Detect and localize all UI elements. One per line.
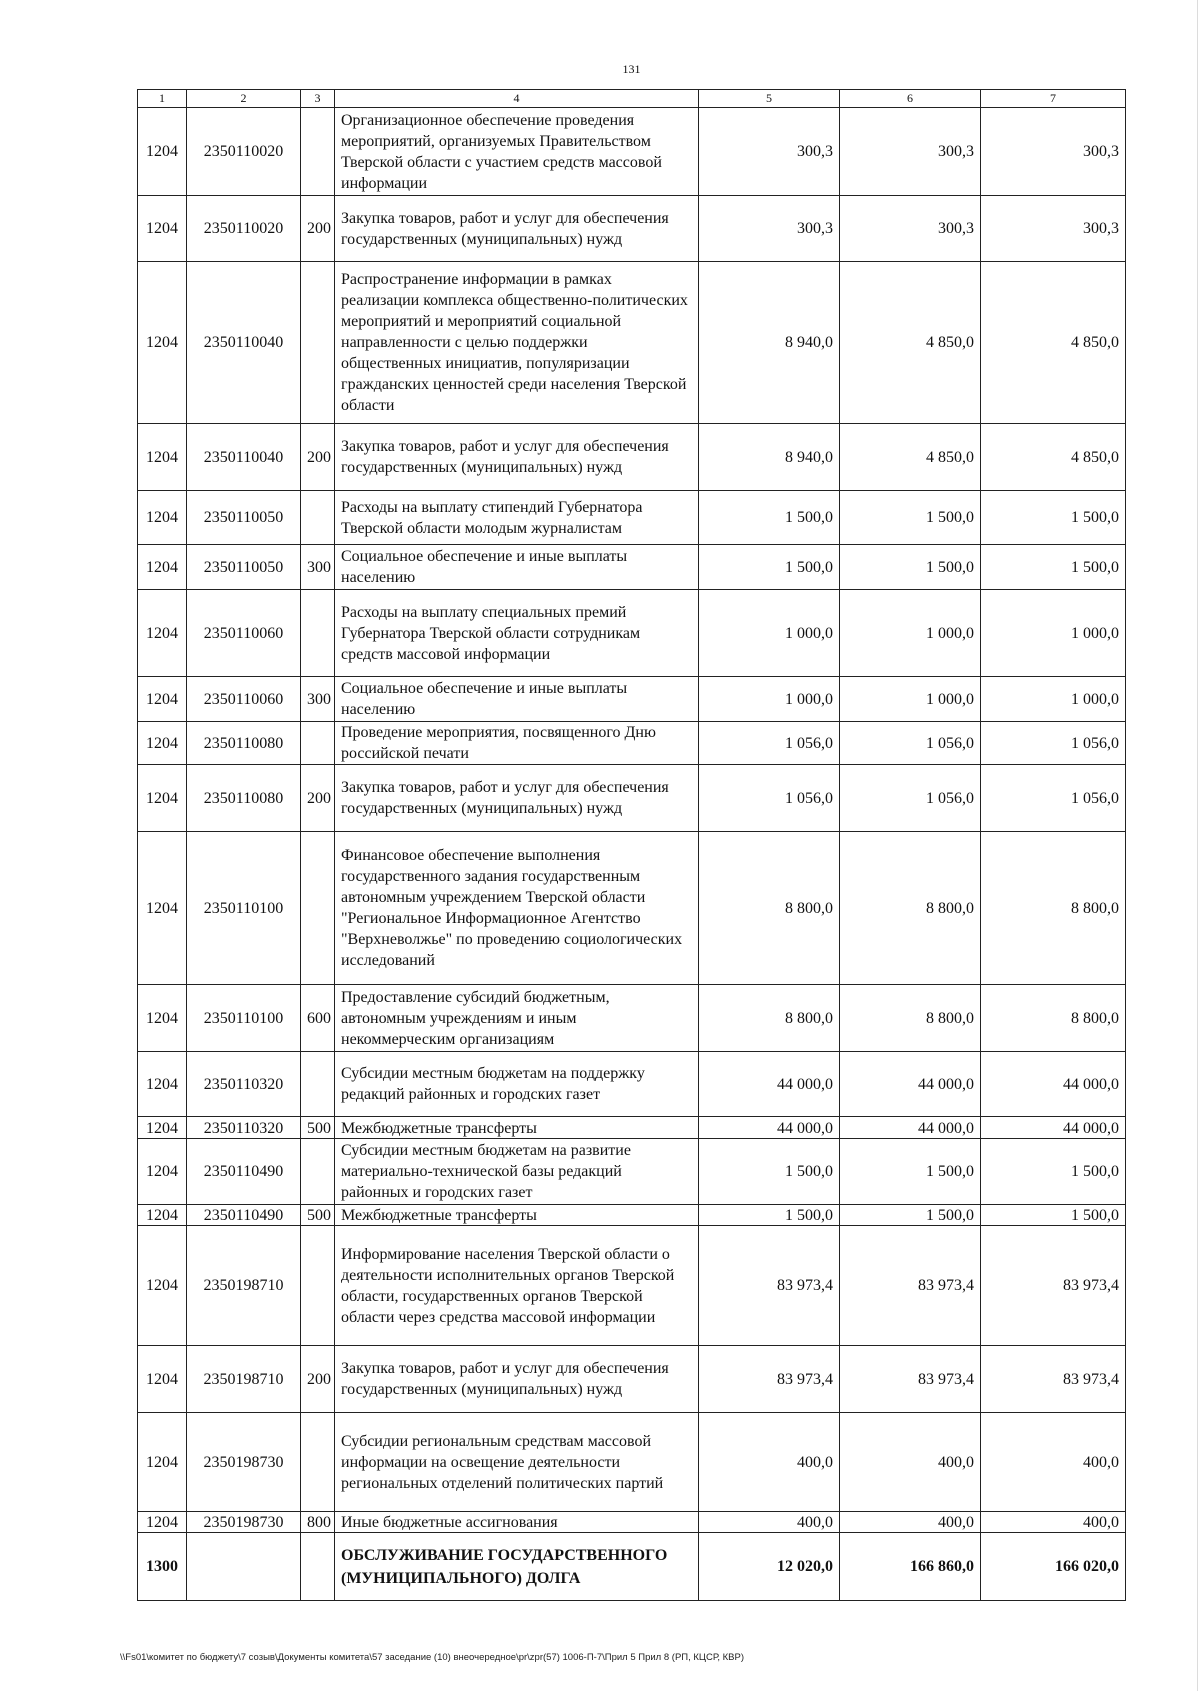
table-row: [138, 985, 1126, 1052]
column-number: 7: [981, 90, 1126, 108]
section-code-cell: 1204: [138, 545, 187, 590]
amount-col6-cell: 1 000,0: [840, 590, 981, 677]
amount-col5-cell: 1 056,0: [699, 765, 840, 832]
table-row: [138, 545, 1126, 590]
amount-col5-cell: 1 000,0: [699, 590, 840, 677]
expense-type-code-cell: 300: [301, 545, 335, 590]
expense-type-code-cell: 500: [301, 1117, 335, 1139]
table-row: [138, 1512, 1126, 1533]
section-code-cell: 1204: [138, 108, 187, 196]
expense-type-code-cell: [301, 590, 335, 677]
section-code-cell: 1204: [138, 196, 187, 262]
item-name-cell: Социальное обеспечение и иные выплаты населению: [335, 677, 699, 722]
amount-col7-cell: 8 800,0: [981, 832, 1126, 985]
item-name-cell: Расходы на выплату стипендий Губернатора Тверской области молодым журналистам: [335, 491, 699, 545]
amount-col7-cell: 83 973,4: [981, 1226, 1126, 1346]
amount-col6-cell: 300,3: [840, 196, 981, 262]
section-code-cell: 1204: [138, 1117, 187, 1139]
amount-col6-cell: 1 500,0: [840, 1205, 981, 1226]
item-name-cell: Иные бюджетные ассигнования: [335, 1512, 699, 1533]
amount-col7-cell: 1 056,0: [981, 765, 1126, 832]
amount-col6-cell: 83 973,4: [840, 1226, 981, 1346]
expense-type-code-cell: [301, 832, 335, 985]
section-code-cell: 1204: [138, 262, 187, 424]
target-article-code-cell: 2350198730: [187, 1512, 301, 1533]
item-name-cell: ОБСЛУЖИВАНИЕ ГОСУДАРСТВЕННОГО (МУНИЦИПАЛЬНОГО) ДОЛГА: [335, 1533, 699, 1601]
expense-type-code-cell: [301, 491, 335, 545]
amount-col7-cell: 1 500,0: [981, 1139, 1126, 1205]
table-row: [138, 1413, 1126, 1512]
expense-type-code-cell: [301, 1052, 335, 1117]
section-code-cell: 1204: [138, 1226, 187, 1346]
column-number: 1: [138, 90, 187, 108]
amount-col5-cell: 1 500,0: [699, 1139, 840, 1205]
expense-type-code-cell: 200: [301, 424, 335, 491]
item-name-cell: Социальное обеспечение и иные выплаты населению: [335, 545, 699, 590]
item-name-cell: Межбюджетные трансферты: [335, 1205, 699, 1226]
item-name-cell: Расходы на выплату специальных премий Губернатора Тверской области сотрудникам средств массовой информации: [335, 590, 699, 677]
target-article-code-cell: 2350110080: [187, 765, 301, 832]
amount-col7-cell: 44 000,0: [981, 1117, 1126, 1139]
table-row: [138, 1139, 1126, 1205]
item-name-cell: Субсидии местным бюджетам на поддержку редакций районных и городских газет: [335, 1052, 699, 1117]
item-name-cell: Субсидии региональным средствам массовой информации на освещение деятельности региональных отделений политических партий: [335, 1413, 699, 1512]
target-article-code-cell: 2350110060: [187, 590, 301, 677]
table-row: [138, 832, 1126, 985]
amount-col6-cell: 83 973,4: [840, 1346, 981, 1413]
expense-type-code-cell: 200: [301, 1346, 335, 1413]
amount-col7-cell: 4 850,0: [981, 262, 1126, 424]
amount-col7-cell: 300,3: [981, 196, 1126, 262]
amount-col7-cell: 44 000,0: [981, 1052, 1126, 1117]
section-code-cell: 1204: [138, 1052, 187, 1117]
target-article-code-cell: [187, 1533, 301, 1601]
expense-type-code-cell: [301, 1139, 335, 1205]
item-name-cell: Закупка товаров, работ и услуг для обеспечения государственных (муниципальных) нужд: [335, 424, 699, 491]
file-path-footer: \\Fs01\комитет по бюджету\7 созыв\Документы комитета\57 заседание (10) внеочередное\pr\zpr(57) 1006-П-7\Прил 5 Прил 8 (РП, КЦСР, КВР): [120, 1652, 745, 1663]
target-article-code-cell: 2350110080: [187, 722, 301, 765]
target-article-code-cell: 2350198710: [187, 1346, 301, 1413]
section-code-cell: 1204: [138, 1413, 187, 1512]
amount-col7-cell: 166 020,0: [981, 1533, 1126, 1601]
item-name-cell: Закупка товаров, работ и услуг для обеспечения государственных (муниципальных) нужд: [335, 1346, 699, 1413]
amount-col6-cell: 8 800,0: [840, 832, 981, 985]
expense-type-code-cell: 800: [301, 1512, 335, 1533]
section-code-cell: 1204: [138, 491, 187, 545]
table-row: [138, 262, 1126, 424]
amount-col5-cell: 1 500,0: [699, 545, 840, 590]
amount-col6-cell: 1 500,0: [840, 545, 981, 590]
table-row: [138, 1533, 1126, 1601]
amount-col7-cell: 83 973,4: [981, 1346, 1126, 1413]
amount-col6-cell: 1 056,0: [840, 765, 981, 832]
budget-table: [137, 89, 1126, 1601]
target-article-code-cell: 2350110040: [187, 424, 301, 491]
amount-col6-cell: 400,0: [840, 1413, 981, 1512]
amount-col6-cell: 166 860,0: [840, 1533, 981, 1601]
amount-col6-cell: 4 850,0: [840, 262, 981, 424]
section-code-cell: 1204: [138, 985, 187, 1052]
item-name-cell: Финансовое обеспечение выполнения государственного задания государственным автономным учреждением Тверской области "Региональное Информационное Агентство "Верхневолжье" по проведению социологических исследований: [335, 832, 699, 985]
item-name-cell: Распространение информации в рамках реализации комплекса общественно-политических мероприятий и мероприятий социальной направленности с целью поддержки общественных инициатив, популяризации гражданских ценностей среди населения Тверской области: [335, 262, 699, 424]
amount-col6-cell: 400,0: [840, 1512, 981, 1533]
amount-col5-cell: 1 500,0: [699, 491, 840, 545]
column-number: 3: [301, 90, 335, 108]
table-row: [138, 1205, 1126, 1226]
item-name-cell: Межбюджетные трансферты: [335, 1117, 699, 1139]
amount-col5-cell: 1 000,0: [699, 677, 840, 722]
section-code-cell: 1204: [138, 1346, 187, 1413]
item-name-cell: Организационное обеспечение проведения мероприятий, организуемых Правительством Тверской области с участием средств массовой информации: [335, 108, 699, 196]
amount-col6-cell: 8 800,0: [840, 985, 981, 1052]
target-article-code-cell: 2350110100: [187, 985, 301, 1052]
column-number: 4: [335, 90, 699, 108]
amount-col7-cell: 400,0: [981, 1413, 1126, 1512]
amount-col7-cell: 1 500,0: [981, 545, 1126, 590]
table-row: [138, 677, 1126, 722]
expense-type-code-cell: 200: [301, 196, 335, 262]
amount-col7-cell: 300,3: [981, 108, 1126, 196]
table-row: [138, 765, 1126, 832]
target-article-code-cell: 2350110020: [187, 196, 301, 262]
expense-type-code-cell: [301, 262, 335, 424]
section-code-cell: 1204: [138, 1512, 187, 1533]
expense-type-code-cell: [301, 1413, 335, 1512]
amount-col6-cell: 44 000,0: [840, 1117, 981, 1139]
table-row: [138, 590, 1126, 677]
table-row: [138, 108, 1126, 196]
target-article-code-cell: 2350110050: [187, 491, 301, 545]
column-number: 6: [840, 90, 981, 108]
amount-col7-cell: 1 500,0: [981, 1205, 1126, 1226]
amount-col5-cell: 83 973,4: [699, 1346, 840, 1413]
item-name-cell: Проведение мероприятия, посвященного Дню российской печати: [335, 722, 699, 765]
amount-col6-cell: 1 500,0: [840, 1139, 981, 1205]
amount-col7-cell: 1 500,0: [981, 491, 1126, 545]
amount-col5-cell: 12 020,0: [699, 1533, 840, 1601]
section-code-cell: 1204: [138, 832, 187, 985]
item-name-cell: Субсидии местным бюджетам на развитие материально-технической базы редакций районных и городских газет: [335, 1139, 699, 1205]
amount-col7-cell: 400,0: [981, 1512, 1126, 1533]
amount-col5-cell: 1 500,0: [699, 1205, 840, 1226]
amount-col5-cell: 8 800,0: [699, 985, 840, 1052]
expense-type-code-cell: 600: [301, 985, 335, 1052]
item-name-cell: Закупка товаров, работ и услуг для обеспечения государственных (муниципальных) нужд: [335, 196, 699, 262]
amount-col7-cell: 1 000,0: [981, 677, 1126, 722]
amount-col7-cell: 8 800,0: [981, 985, 1126, 1052]
table-row: [138, 722, 1126, 765]
expense-type-code-cell: [301, 1226, 335, 1346]
expense-type-code-cell: [301, 722, 335, 765]
target-article-code-cell: 2350110320: [187, 1117, 301, 1139]
table-row: [138, 196, 1126, 262]
amount-col5-cell: 1 056,0: [699, 722, 840, 765]
section-code-cell: 1204: [138, 424, 187, 491]
target-article-code-cell: 2350110490: [187, 1205, 301, 1226]
amount-col6-cell: 1 056,0: [840, 722, 981, 765]
item-name-cell: Закупка товаров, работ и услуг для обеспечения государственных (муниципальных) нужд: [335, 765, 699, 832]
expense-type-code-cell: 500: [301, 1205, 335, 1226]
amount-col6-cell: 1 000,0: [840, 677, 981, 722]
item-name-cell: Предоставление субсидий бюджетным, автономным учреждениям и иным некоммерческим организациям: [335, 985, 699, 1052]
amount-col5-cell: 44 000,0: [699, 1052, 840, 1117]
target-article-code-cell: 2350198710: [187, 1226, 301, 1346]
amount-col6-cell: 44 000,0: [840, 1052, 981, 1117]
item-name-cell: Информирование населения Тверской области о деятельности исполнительных органов Тверской области, государственных органов Тверской области через средства массовой информации: [335, 1226, 699, 1346]
amount-col5-cell: 400,0: [699, 1413, 840, 1512]
section-code-cell: 1204: [138, 590, 187, 677]
table-row: [138, 1117, 1126, 1139]
amount-col5-cell: 8 940,0: [699, 424, 840, 491]
table-row: [138, 491, 1126, 545]
table-row: [138, 1052, 1126, 1117]
amount-col7-cell: 1 000,0: [981, 590, 1126, 677]
target-article-code-cell: 2350110050: [187, 545, 301, 590]
scan-edge-line: [1197, 0, 1198, 1691]
budget-table-body: [138, 108, 1126, 1601]
page-number: 131: [622, 62, 641, 76]
section-code-cell: 1204: [138, 722, 187, 765]
section-code-cell: 1204: [138, 1139, 187, 1205]
target-article-code-cell: 2350110060: [187, 677, 301, 722]
amount-col5-cell: 300,3: [699, 108, 840, 196]
column-number: 5: [699, 90, 840, 108]
amount-col5-cell: 400,0: [699, 1512, 840, 1533]
expense-type-code-cell: 200: [301, 765, 335, 832]
section-code-cell: 1300: [138, 1533, 187, 1601]
target-article-code-cell: 2350110320: [187, 1052, 301, 1117]
amount-col5-cell: 8 800,0: [699, 832, 840, 985]
section-code-cell: 1204: [138, 765, 187, 832]
target-article-code-cell: 2350198730: [187, 1413, 301, 1512]
section-code-cell: 1204: [138, 1205, 187, 1226]
expense-type-code-cell: [301, 1533, 335, 1601]
table-row: [138, 1346, 1126, 1413]
amount-col7-cell: 4 850,0: [981, 424, 1126, 491]
section-code-cell: 1204: [138, 677, 187, 722]
amount-col5-cell: 300,3: [699, 196, 840, 262]
column-number-row: [138, 90, 1126, 108]
expense-type-code-cell: 300: [301, 677, 335, 722]
table-row: [138, 1226, 1126, 1346]
target-article-code-cell: 2350110040: [187, 262, 301, 424]
amount-col5-cell: 83 973,4: [699, 1226, 840, 1346]
target-article-code-cell: 2350110100: [187, 832, 301, 985]
column-number: 2: [187, 90, 301, 108]
amount-col6-cell: 300,3: [840, 108, 981, 196]
amount-col5-cell: 44 000,0: [699, 1117, 840, 1139]
target-article-code-cell: 2350110490: [187, 1139, 301, 1205]
amount-col5-cell: 8 940,0: [699, 262, 840, 424]
expense-type-code-cell: [301, 108, 335, 196]
target-article-code-cell: 2350110020: [187, 108, 301, 196]
amount-col6-cell: 1 500,0: [840, 491, 981, 545]
table-row: [138, 424, 1126, 491]
amount-col6-cell: 4 850,0: [840, 424, 981, 491]
amount-col7-cell: 1 056,0: [981, 722, 1126, 765]
